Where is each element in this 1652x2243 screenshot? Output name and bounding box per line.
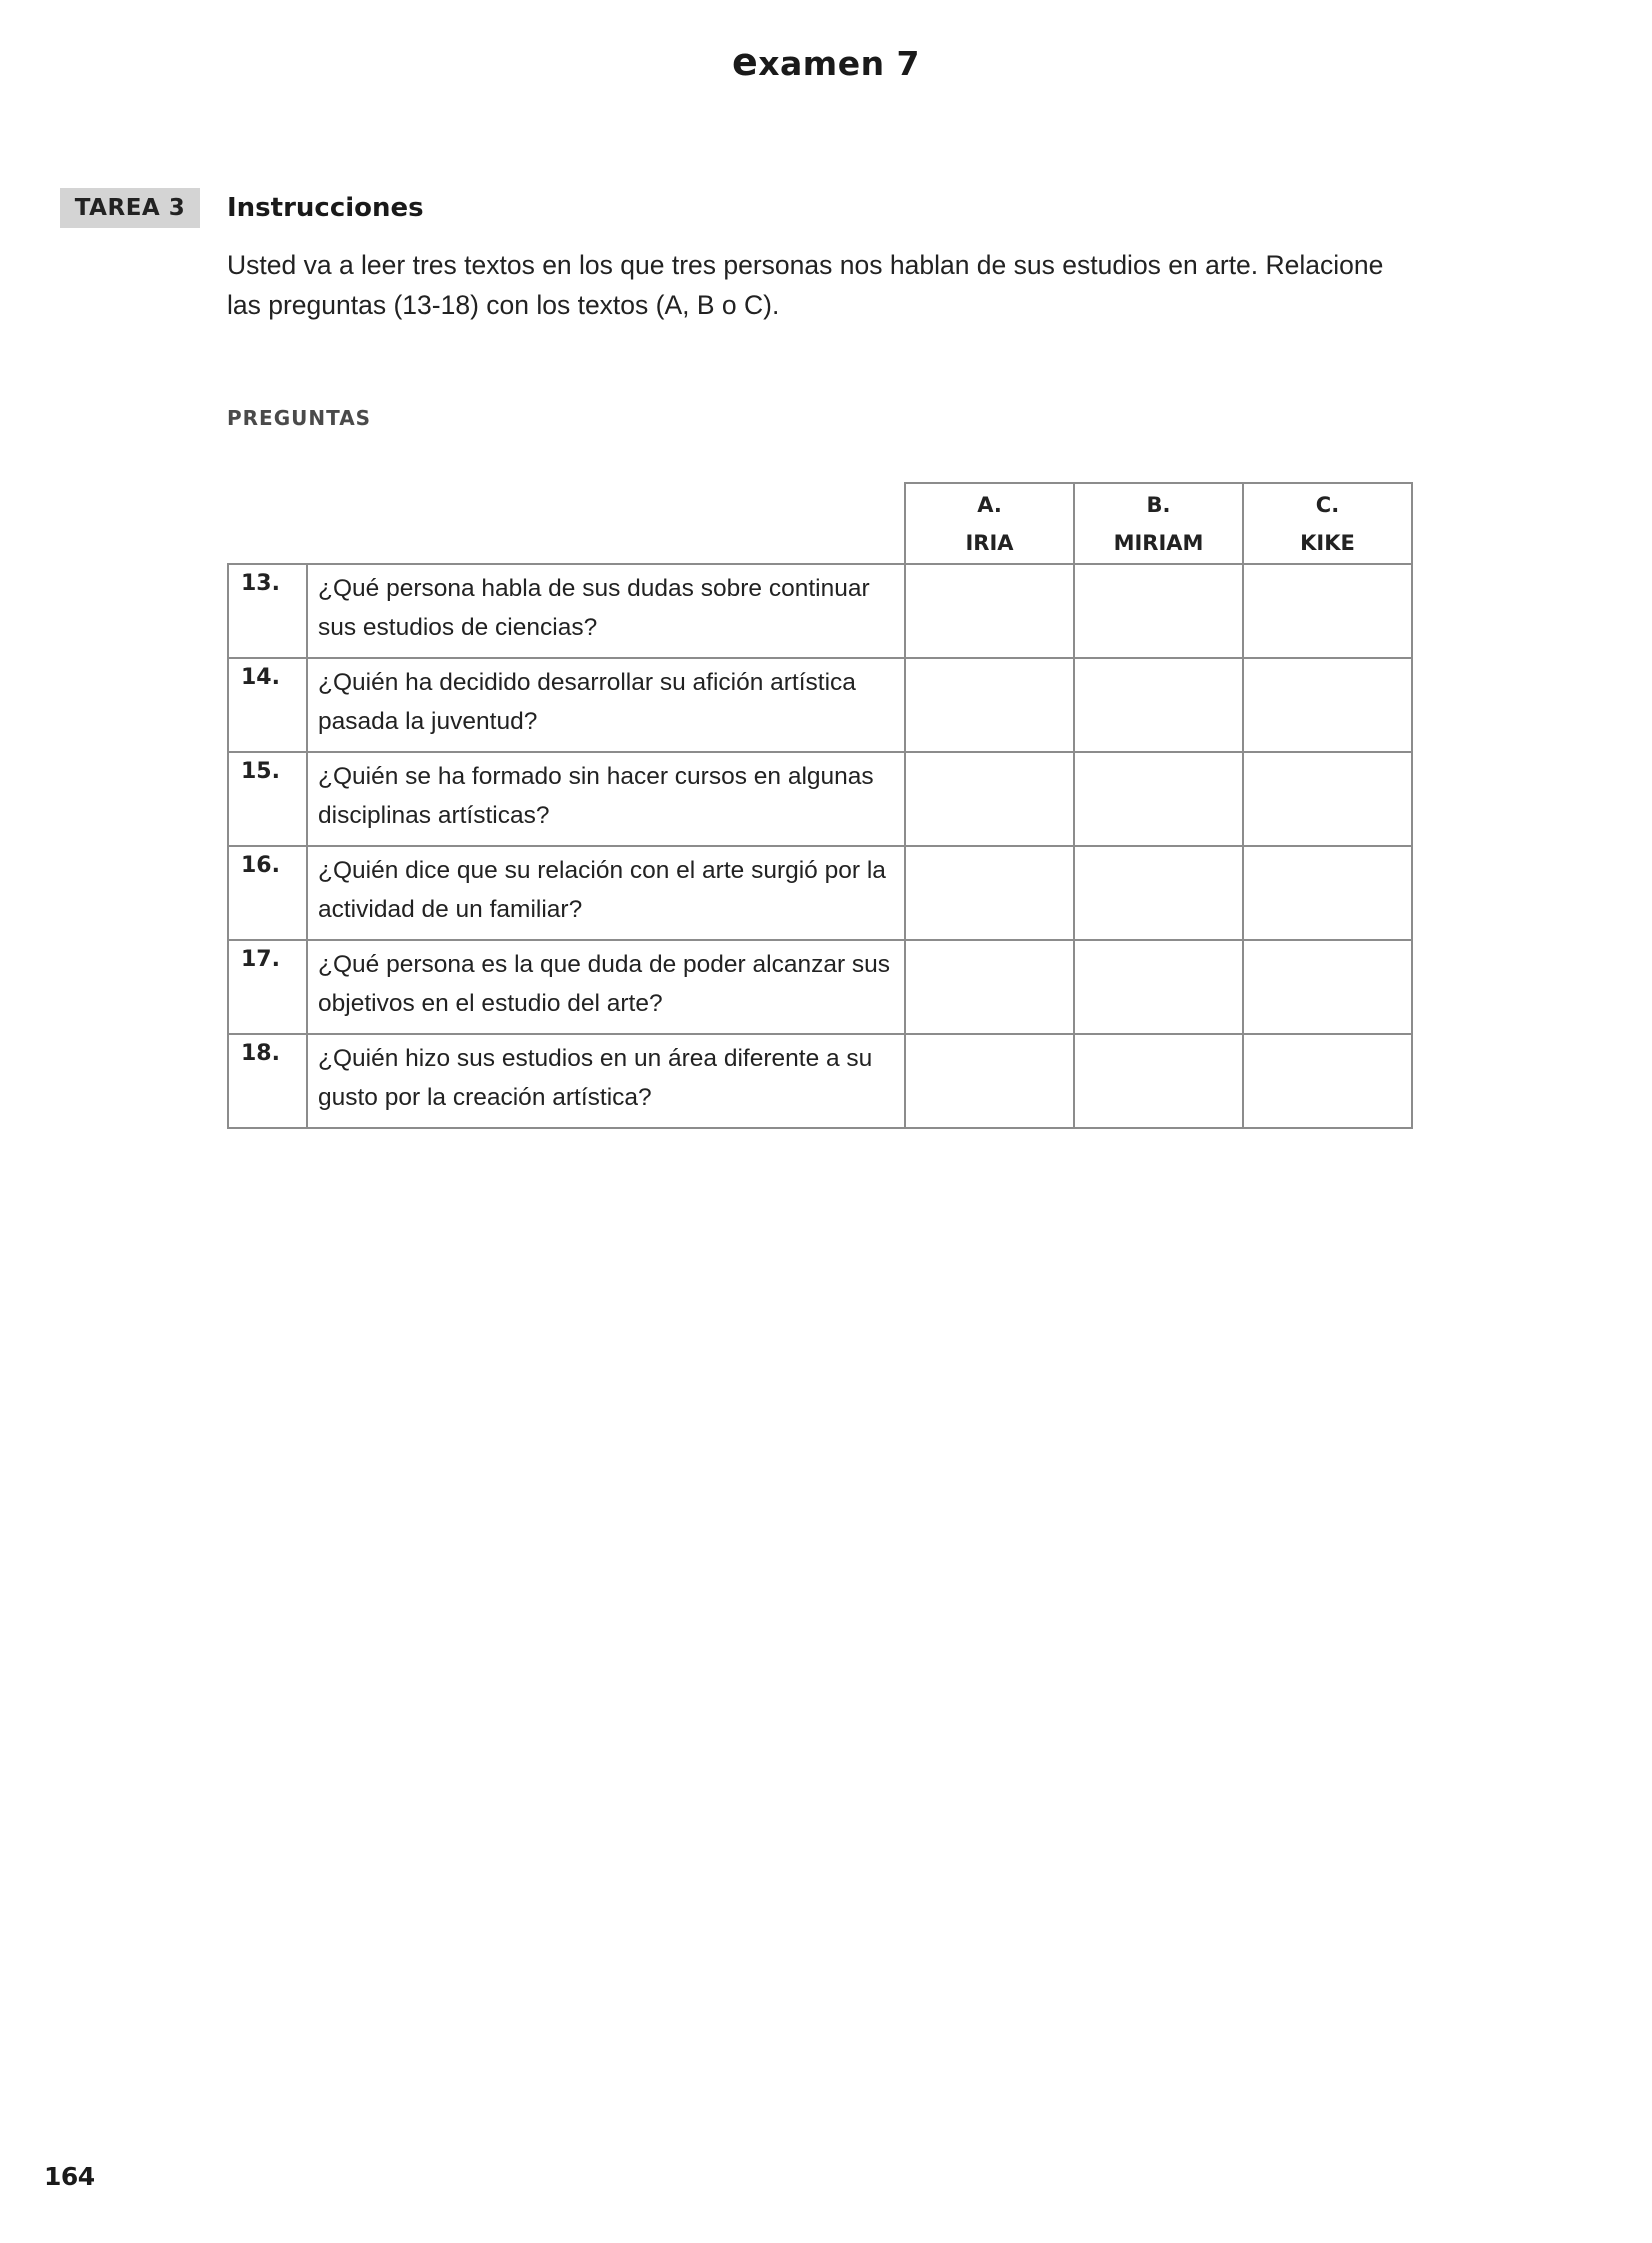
answer-cell-b[interactable] xyxy=(1074,564,1243,658)
task-badge: TAREA 3 xyxy=(60,188,200,228)
answer-cell-a[interactable] xyxy=(905,564,1074,658)
answer-cell-a[interactable] xyxy=(905,846,1074,940)
answer-cell-b[interactable] xyxy=(1074,846,1243,940)
question-text: ¿Qué persona es la que duda de poder alcanzar sus objetivos en el estudio del arte? xyxy=(307,940,905,1034)
column-letter: C. xyxy=(1315,492,1340,517)
table-header-row xyxy=(228,483,1412,564)
page-title xyxy=(0,40,1652,84)
answer-cell-a[interactable] xyxy=(905,752,1074,846)
question-number: 18. xyxy=(228,1034,307,1128)
question-number: 15. xyxy=(228,752,307,846)
column-header-b xyxy=(1074,483,1243,564)
answer-cell-b[interactable] xyxy=(1074,658,1243,752)
answer-cell-a[interactable] xyxy=(905,940,1074,1034)
answer-cell-c[interactable] xyxy=(1243,1034,1412,1128)
question-text: ¿Quién ha decidido desarrollar su afición artística pasada la juventud? xyxy=(307,658,905,752)
answer-cell-b[interactable] xyxy=(1074,752,1243,846)
question-number: 16. xyxy=(228,846,307,940)
question-number: 17. xyxy=(228,940,307,1034)
answer-table xyxy=(227,482,1413,1129)
instructions-text: Usted va a leer tres textos en los que tres personas nos hablan de sus estudios en arte. Relacione las preguntas (13-18) con los textos (A, B o C). xyxy=(227,250,1384,320)
section-label: PREGUNTAS xyxy=(227,406,372,430)
column-letter: B. xyxy=(1146,492,1171,517)
question-number: 14. xyxy=(228,658,307,752)
table-row xyxy=(228,564,1412,658)
column-letter: A. xyxy=(977,492,1002,517)
answer-cell-a[interactable] xyxy=(905,658,1074,752)
column-header-a xyxy=(905,483,1074,564)
answer-cell-b[interactable] xyxy=(1074,1034,1243,1128)
table-row xyxy=(228,940,1412,1034)
answer-cell-a[interactable] xyxy=(905,1034,1074,1128)
column-name: MIRIAM xyxy=(1113,530,1204,555)
table-row xyxy=(228,846,1412,940)
column-name: KIKE xyxy=(1300,530,1355,555)
column-header-c xyxy=(1243,483,1412,564)
answer-cell-b[interactable] xyxy=(1074,940,1243,1034)
question-text: ¿Quién hizo sus estudios en un área diferente a su gusto por la creación artística? xyxy=(307,1034,905,1128)
page-number: 164 xyxy=(44,2162,95,2191)
question-text: ¿Quién dice que su relación con el arte surgió por la actividad de un familiar? xyxy=(307,846,905,940)
table-header-blank xyxy=(228,483,905,564)
answer-cell-c[interactable] xyxy=(1243,846,1412,940)
instructions-heading: Instrucciones xyxy=(227,193,424,223)
column-name: IRIA xyxy=(965,530,1014,555)
answer-cell-c[interactable] xyxy=(1243,752,1412,846)
question-text: ¿Qué persona habla de sus dudas sobre continuar sus estudios de ciencias? xyxy=(307,564,905,658)
answer-cell-c[interactable] xyxy=(1243,564,1412,658)
page-title-rest: xamen 7 xyxy=(758,44,921,83)
answer-cell-c[interactable] xyxy=(1243,940,1412,1034)
question-text: ¿Quién se ha formado sin hacer cursos en algunas disciplinas artísticas? xyxy=(307,752,905,846)
table-row xyxy=(228,752,1412,846)
table-row xyxy=(228,658,1412,752)
table-row xyxy=(228,1034,1412,1128)
question-number: 13. xyxy=(228,564,307,658)
page-title-initial: e xyxy=(731,40,759,84)
answer-cell-c[interactable] xyxy=(1243,658,1412,752)
